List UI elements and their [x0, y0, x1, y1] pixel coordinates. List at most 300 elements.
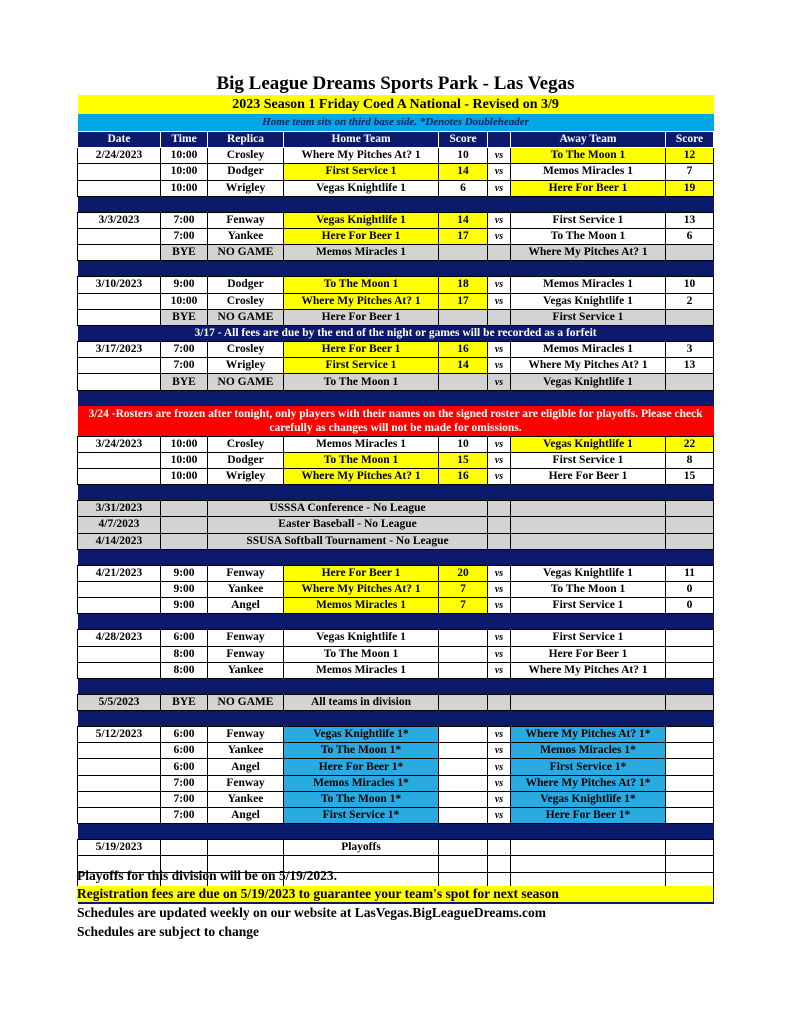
- cell-away-team: Where My Pitches At? 1: [511, 662, 666, 678]
- cell-time: 7:00: [161, 212, 208, 228]
- cell-away-score: 2: [666, 293, 714, 309]
- cell-replica: Dodger: [208, 452, 284, 468]
- cell-time: 6:00: [161, 630, 208, 646]
- cell-replica: Fenway: [208, 646, 284, 662]
- col-header-vs: [488, 132, 511, 148]
- cell-home-score: 10: [439, 436, 488, 452]
- separator-row: [78, 824, 714, 840]
- cell-date: [78, 791, 161, 807]
- cell-date: [78, 759, 161, 775]
- cell-home-team: First Service 1*: [284, 808, 439, 824]
- cell-vs: vs: [488, 358, 511, 374]
- cell-away-score: [666, 840, 714, 856]
- cell-away-team: Memos Miracles 1: [511, 277, 666, 293]
- cell-home-team: Where My Pitches At? 1: [284, 148, 439, 164]
- notice-text: 3/24 -Rosters are frozen after tonight, only players with their names on the signed roster are eligible for playoffs. Please check carefully as changes will not be made for omissions.: [78, 406, 714, 437]
- cell-home-team: Here For Beer 1*: [284, 759, 439, 775]
- cell-time: 9:00: [161, 598, 208, 614]
- cell-away-score: [666, 245, 714, 261]
- separator-bar: [78, 614, 714, 630]
- cell-time: 7:00: [161, 342, 208, 358]
- cell-replica: Fenway: [208, 775, 284, 791]
- cell-home-team: To The Moon 1*: [284, 743, 439, 759]
- separator-bar: [78, 196, 714, 212]
- cell-home-score: [439, 856, 488, 872]
- cell-home-team: To The Moon 1*: [284, 791, 439, 807]
- col-header-time: Time: [161, 132, 208, 148]
- cell-replica: Angel: [208, 808, 284, 824]
- game-row: [78, 646, 714, 662]
- cell-away-team: Memos Miracles 1*: [511, 743, 666, 759]
- cell-away-team: Vegas Knightlife 1: [511, 436, 666, 452]
- game-row: [78, 565, 714, 581]
- cell-date: 4/7/2023: [78, 517, 161, 533]
- cell-away-team: First Service 1: [511, 212, 666, 228]
- cell-vs: vs: [488, 469, 511, 485]
- game-row: [78, 358, 714, 374]
- cell-away-team: [511, 517, 666, 533]
- cell-date: [78, 775, 161, 791]
- no-league-row: [78, 501, 714, 517]
- cell-away-team: To The Moon 1: [511, 581, 666, 597]
- cell-replica: Yankee: [208, 228, 284, 244]
- game-row: [78, 791, 714, 807]
- cell-home-score: [439, 727, 488, 743]
- cell-date: [78, 293, 161, 309]
- no-league-reason: USSSA Conference - No League: [208, 501, 488, 517]
- cell-home-score: 16: [439, 342, 488, 358]
- page-title: Big League Dreams Sports Park - Las Vegas: [216, 73, 575, 94]
- cell-away-team: Where My Pitches At? 1: [511, 245, 666, 261]
- cell-vs: vs: [488, 452, 511, 468]
- game-row: [78, 342, 714, 358]
- game-row: [78, 277, 714, 293]
- cell-home-team: First Service 1: [284, 358, 439, 374]
- cell-replica: Yankee: [208, 743, 284, 759]
- cell-home-score: 10: [439, 148, 488, 164]
- cell-time: 9:00: [161, 277, 208, 293]
- cell-home-team: Vegas Knightlife 1: [284, 630, 439, 646]
- cell-replica: Angel: [208, 598, 284, 614]
- cell-away-team: Memos Miracles 1: [511, 342, 666, 358]
- cell-away-score: [666, 791, 714, 807]
- cell-away-score: [666, 775, 714, 791]
- cell-away-team: Here For Beer 1*: [511, 808, 666, 824]
- cell-date: [78, 228, 161, 244]
- cell-time: BYE: [161, 245, 208, 261]
- cell-date: [78, 180, 161, 196]
- cell-home-team: First Service 1: [284, 164, 439, 180]
- cell-away-score: 12: [666, 148, 714, 164]
- cell-date: 4/21/2023: [78, 565, 161, 581]
- cell-home-score: [439, 775, 488, 791]
- separator-row: [78, 390, 714, 406]
- cell-away-team: Where My Pitches At? 1*: [511, 775, 666, 791]
- game-row: [78, 840, 714, 856]
- cell-vs: vs: [488, 662, 511, 678]
- cell-home-team: Here For Beer 1: [284, 565, 439, 581]
- game-row: [78, 727, 714, 743]
- cell-replica: NO GAME: [208, 694, 284, 710]
- change-note: Schedules are subject to change: [77, 924, 259, 939]
- cell-home-team: Memos Miracles 1: [284, 436, 439, 452]
- cell-home-score: 6: [439, 180, 488, 196]
- game-row: [78, 180, 714, 196]
- cell-date: [78, 358, 161, 374]
- cell-date: [78, 309, 161, 325]
- cell-time: 8:00: [161, 662, 208, 678]
- cell-replica: Yankee: [208, 581, 284, 597]
- cell-replica: Wrigley: [208, 469, 284, 485]
- cell-away-score: [666, 856, 714, 872]
- cell-time: BYE: [161, 694, 208, 710]
- cell-away-team: Here For Beer 1: [511, 646, 666, 662]
- cell-date: [78, 662, 161, 678]
- game-row: [78, 808, 714, 824]
- cell-away-team: To The Moon 1: [511, 228, 666, 244]
- cell-away-team: To The Moon 1: [511, 148, 666, 164]
- cell-vs: vs: [488, 374, 511, 390]
- cell-away-team: Vegas Knightlife 1: [511, 293, 666, 309]
- cell-away-team: First Service 1: [511, 452, 666, 468]
- cell-away-score: [666, 727, 714, 743]
- cell-replica: Wrigley: [208, 180, 284, 196]
- cell-time: 6:00: [161, 727, 208, 743]
- col-header-away-team: Away Team: [511, 132, 666, 148]
- separator-row: [78, 549, 714, 565]
- cell-date: 5/5/2023: [78, 694, 161, 710]
- no-league-row: [78, 533, 714, 549]
- cell-away-team: Vegas Knightlife 1: [511, 374, 666, 390]
- cell-home-score: [439, 630, 488, 646]
- cell-date: 5/19/2023: [78, 840, 161, 856]
- cell-time: 10:00: [161, 452, 208, 468]
- game-row: [78, 775, 714, 791]
- cell-time: 7:00: [161, 358, 208, 374]
- website-note: Schedules are updated weekly on our website at LasVegas.BigLeagueDreams.com: [77, 905, 547, 920]
- cell-date: [78, 646, 161, 662]
- cell-home-team: Where My Pitches At? 1: [284, 293, 439, 309]
- game-row: [78, 581, 714, 597]
- cell-vs: [488, 501, 511, 517]
- cell-home-team: Memos Miracles 1: [284, 662, 439, 678]
- cell-home-score: [439, 374, 488, 390]
- cell-home-team: Memos Miracles 1: [284, 245, 439, 261]
- separator-bar: [78, 549, 714, 565]
- cell-vs: vs: [488, 342, 511, 358]
- cell-away-score: [666, 517, 714, 533]
- cell-time: BYE: [161, 309, 208, 325]
- separator-row: [78, 485, 714, 501]
- cell-date: 3/10/2023: [78, 277, 161, 293]
- cell-away-team: First Service 1: [511, 598, 666, 614]
- cell-vs: vs: [488, 630, 511, 646]
- cell-vs: vs: [488, 228, 511, 244]
- cell-home-score: 17: [439, 228, 488, 244]
- cell-vs: vs: [488, 759, 511, 775]
- game-row: [78, 662, 714, 678]
- cell-time: 8:00: [161, 646, 208, 662]
- cell-date: [78, 245, 161, 261]
- cell-away-team: First Service 1: [511, 630, 666, 646]
- cell-away-score: [666, 808, 714, 824]
- separator-row: [78, 614, 714, 630]
- game-row: [78, 245, 714, 261]
- game-row: [78, 469, 714, 485]
- cell-away-team: [511, 694, 666, 710]
- cell-away-team: Where My Pitches At? 1*: [511, 727, 666, 743]
- separator-bar: [78, 711, 714, 727]
- cell-date: [78, 743, 161, 759]
- game-row: [78, 212, 714, 228]
- cell-date: 3/17/2023: [78, 342, 161, 358]
- game-row: [78, 452, 714, 468]
- fees-notice: [78, 325, 714, 341]
- cell-home-score: [439, 309, 488, 325]
- separator-bar: [78, 678, 714, 694]
- cell-replica: Fenway: [208, 565, 284, 581]
- cell-replica: Fenway: [208, 630, 284, 646]
- cell-away-score: [666, 646, 714, 662]
- cell-time: 10:00: [161, 180, 208, 196]
- cell-away-team: [511, 856, 666, 872]
- cell-vs: vs: [488, 775, 511, 791]
- cell-replica: Yankee: [208, 791, 284, 807]
- cell-away-team: Here For Beer 1: [511, 180, 666, 196]
- cell-replica: Crosley: [208, 293, 284, 309]
- game-row: [78, 374, 714, 390]
- cell-home-score: [439, 743, 488, 759]
- cell-home-score: 7: [439, 598, 488, 614]
- cell-home-team: Here For Beer 1: [284, 309, 439, 325]
- cell-home-score: [439, 245, 488, 261]
- cell-time: [161, 533, 208, 549]
- cell-time: 9:00: [161, 581, 208, 597]
- col-header-date: Date: [78, 132, 161, 148]
- game-row: [78, 759, 714, 775]
- cell-time: 10:00: [161, 469, 208, 485]
- cell-away-team: First Service 1*: [511, 759, 666, 775]
- cell-vs: vs: [488, 212, 511, 228]
- cell-home-team: Vegas Knightlife 1: [284, 180, 439, 196]
- cell-time: 7:00: [161, 775, 208, 791]
- cell-away-score: 7: [666, 164, 714, 180]
- cell-date: [78, 581, 161, 597]
- cell-replica: NO GAME: [208, 374, 284, 390]
- cell-time: 10:00: [161, 436, 208, 452]
- notice-text: 3/17 - All fees are due by the end of the night or games will be recorded as a forfeit: [78, 325, 714, 341]
- cell-away-score: [666, 759, 714, 775]
- cell-date: 5/12/2023: [78, 727, 161, 743]
- cell-replica: NO GAME: [208, 245, 284, 261]
- cell-home-score: 15: [439, 452, 488, 468]
- cell-home-score: 14: [439, 358, 488, 374]
- game-row: [78, 694, 714, 710]
- cell-time: 10:00: [161, 293, 208, 309]
- cell-home-score: [439, 646, 488, 662]
- cell-home-score: [439, 759, 488, 775]
- cell-away-team: Vegas Knightlife 1: [511, 565, 666, 581]
- cell-vs: vs: [488, 646, 511, 662]
- separator-row: [78, 711, 714, 727]
- cell-away-score: 10: [666, 277, 714, 293]
- separator-row: [78, 196, 714, 212]
- cell-vs: vs: [488, 277, 511, 293]
- cell-away-score: [666, 374, 714, 390]
- game-row: [78, 743, 714, 759]
- playoffs-note: Playoffs for this division will be on 5/19/2023.: [77, 868, 338, 883]
- cell-vs: vs: [488, 808, 511, 824]
- col-header-home-score: Score: [439, 132, 488, 148]
- cell-away-score: 0: [666, 598, 714, 614]
- cell-home-score: 18: [439, 277, 488, 293]
- cell-away-team: First Service 1: [511, 309, 666, 325]
- game-row: [78, 630, 714, 646]
- cell-home-team: To The Moon 1: [284, 646, 439, 662]
- cell-home-team: Where My Pitches At? 1: [284, 581, 439, 597]
- cell-replica: Crosley: [208, 342, 284, 358]
- cell-time: 7:00: [161, 791, 208, 807]
- cell-away-team: [511, 533, 666, 549]
- cell-away-score: [666, 630, 714, 646]
- cell-home-score: 7: [439, 581, 488, 597]
- cell-home-team: Playoffs: [284, 840, 439, 856]
- game-row: [78, 598, 714, 614]
- cell-date: 4/14/2023: [78, 533, 161, 549]
- cell-replica: Fenway: [208, 212, 284, 228]
- cell-date: 3/31/2023: [78, 501, 161, 517]
- no-league-reason: SSUSA Softball Tournament - No League: [208, 533, 488, 549]
- cell-home-score: [439, 662, 488, 678]
- cell-vs: [488, 517, 511, 533]
- separator-bar: [78, 824, 714, 840]
- col-header-away-score: Score: [666, 132, 714, 148]
- cell-home-team: Where My Pitches At? 1: [284, 469, 439, 485]
- cell-away-score: 11: [666, 565, 714, 581]
- cell-time: 10:00: [161, 148, 208, 164]
- cell-replica: Fenway: [208, 727, 284, 743]
- cell-away-score: 13: [666, 212, 714, 228]
- cell-date: 4/28/2023: [78, 630, 161, 646]
- cell-home-team: Memos Miracles 1*: [284, 775, 439, 791]
- schedule-subtitle: 2023 Season 1 Friday Coed A National - Revised on 3/9: [78, 95, 714, 114]
- cell-home-score: 20: [439, 565, 488, 581]
- cell-vs: vs: [488, 565, 511, 581]
- cell-vs: vs: [488, 436, 511, 452]
- cell-home-score: [439, 808, 488, 824]
- cell-away-score: 15: [666, 469, 714, 485]
- separator-row: [78, 261, 714, 277]
- cell-replica: Wrigley: [208, 358, 284, 374]
- cell-vs: [488, 856, 511, 872]
- cell-replica: Dodger: [208, 164, 284, 180]
- cell-away-score: 13: [666, 358, 714, 374]
- cell-away-score: [666, 501, 714, 517]
- cell-vs: vs: [488, 743, 511, 759]
- registration-note: Registration fees are due on 5/19/2023 to guarantee your team's spot for next season: [77, 886, 713, 902]
- game-row: [78, 309, 714, 325]
- cell-home-team: To The Moon 1: [284, 277, 439, 293]
- cell-date: [78, 808, 161, 824]
- cell-away-score: 8: [666, 452, 714, 468]
- cell-away-score: 0: [666, 581, 714, 597]
- roster-freeze-notice: [78, 406, 714, 437]
- game-row: [78, 164, 714, 180]
- col-header-replica: Replica: [208, 132, 284, 148]
- cell-date: [78, 469, 161, 485]
- cell-home-score: 14: [439, 164, 488, 180]
- cell-away-score: 22: [666, 436, 714, 452]
- cell-replica: Crosley: [208, 436, 284, 452]
- cell-vs: vs: [488, 180, 511, 196]
- cell-away-score: [666, 309, 714, 325]
- game-row: [78, 228, 714, 244]
- cell-vs: vs: [488, 293, 511, 309]
- game-row: [78, 293, 714, 309]
- separator-row: [78, 678, 714, 694]
- cell-vs: vs: [488, 598, 511, 614]
- cell-away-score: [666, 694, 714, 710]
- cell-date: [78, 598, 161, 614]
- cell-vs: [488, 245, 511, 261]
- cell-home-score: 17: [439, 293, 488, 309]
- separator-bar: [78, 261, 714, 277]
- cell-home-team: Memos Miracles 1: [284, 598, 439, 614]
- cell-time: 10:00: [161, 164, 208, 180]
- separator-bar: [78, 485, 714, 501]
- cell-replica: Crosley: [208, 148, 284, 164]
- cell-replica: Dodger: [208, 277, 284, 293]
- cell-away-team: [511, 840, 666, 856]
- cell-time: 9:00: [161, 565, 208, 581]
- cell-vs: [488, 840, 511, 856]
- cell-away-team: Memos Miracles 1: [511, 164, 666, 180]
- cell-vs: [488, 694, 511, 710]
- cell-away-score: [666, 533, 714, 549]
- cell-vs: [488, 533, 511, 549]
- cell-home-team: All teams in division: [284, 694, 439, 710]
- no-league-reason: Easter Baseball - No League: [208, 517, 488, 533]
- cell-time: [161, 840, 208, 856]
- cell-date: [78, 452, 161, 468]
- cell-time: 6:00: [161, 743, 208, 759]
- schedule-table: [77, 95, 714, 904]
- cell-home-team: Here For Beer 1: [284, 342, 439, 358]
- game-row: [78, 436, 714, 452]
- cell-away-score: 19: [666, 180, 714, 196]
- cell-time: [161, 501, 208, 517]
- cell-replica: Angel: [208, 759, 284, 775]
- cell-away-team: Vegas Knightlife 1*: [511, 791, 666, 807]
- header-row: [78, 132, 714, 148]
- cell-home-score: 16: [439, 469, 488, 485]
- cell-away-score: 3: [666, 342, 714, 358]
- cell-date: [78, 374, 161, 390]
- cell-home-team: To The Moon 1: [284, 452, 439, 468]
- cell-vs: vs: [488, 727, 511, 743]
- cell-time: [161, 517, 208, 533]
- cell-away-score: [666, 662, 714, 678]
- no-league-row: [78, 517, 714, 533]
- cell-away-score: 6: [666, 228, 714, 244]
- cell-home-team: Vegas Knightlife 1*: [284, 727, 439, 743]
- cell-replica: Yankee: [208, 662, 284, 678]
- cell-vs: vs: [488, 791, 511, 807]
- cell-away-team: [511, 501, 666, 517]
- cell-date: 3/3/2023: [78, 212, 161, 228]
- cell-home-score: 14: [439, 212, 488, 228]
- cell-away-team: Where My Pitches At? 1: [511, 358, 666, 374]
